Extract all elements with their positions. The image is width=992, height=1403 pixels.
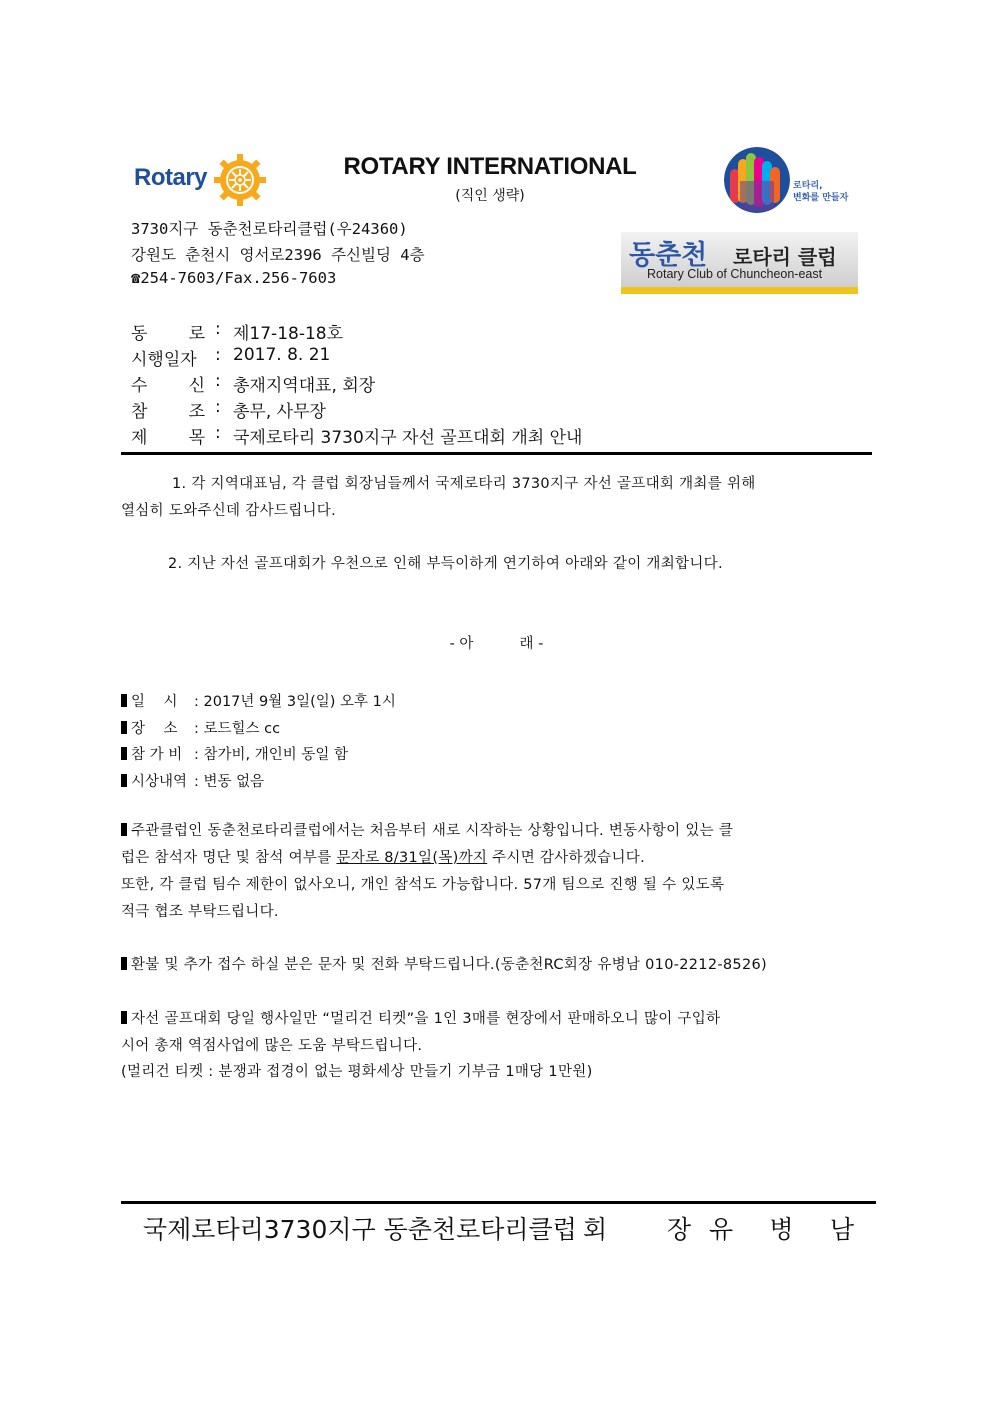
rotary-logo-text: Rotary	[134, 164, 208, 191]
bullet-square-icon	[121, 721, 127, 734]
paragraph-2: 2. 지난 자선 골프대회가 우천으로 인해 부득이하게 연기하여 아래와 같이 개최합니다.	[168, 556, 723, 572]
club-banner-english: Rotary Club of Chuncheon-east	[647, 267, 823, 281]
club-banner-korean: 동춘천	[629, 240, 708, 271]
refund-note: 환불 및 추가 접수 하실 분은 문자 및 전화 부탁드립니다.(동춘천RC회장 유병남 010-2212-8526)	[121, 952, 767, 979]
notice-heading: - 아 래 -	[449, 636, 544, 652]
meta-label: 시행일자	[131, 350, 197, 370]
detail-fee: 참 가 비 : 참가비, 개인비 동일 함	[121, 743, 348, 764]
host-note-line-1: 주관클럽인 동춘천로타리클럽에서는 처음부터 새로 시작하는 상황입니다. 변동사항이 있는 클	[121, 818, 733, 845]
signature-line	[121, 1210, 876, 1250]
bullet-square-icon	[121, 1011, 127, 1024]
page-title: ROTARY INTERNATIONAL	[343, 153, 637, 180]
sender-address-line: 강원도 춘천시 영서로2396 주신빌딩 4층	[131, 246, 425, 264]
slogan-logo	[724, 147, 854, 213]
meta-label: 제 목	[131, 428, 205, 448]
club-banner	[621, 232, 858, 294]
ticket-note-line-3: (멀리건 티켓 : 분쟁과 접경이 없는 평화세상 만들기 기부금 1매당 1만원)	[121, 1064, 593, 1080]
bullet-square-icon	[121, 774, 127, 787]
meta-label: 참 조	[131, 402, 205, 422]
host-note-line-2: 럽은 참석자 명단 및 참석 여부를 문자로 8/31일(목)까지 주시면 감사하겠습니다.	[121, 850, 645, 866]
detail-place: 장 소 : 로드힐스 cc	[121, 717, 280, 738]
colorful-people-icon	[724, 147, 790, 213]
host-note-line-3: 또한, 각 클럽 팀수 제한이 없사오니, 개인 참석도 가능합니다. 57개 팀으로 진행 될 수 있도록	[121, 877, 725, 893]
paragraph-1-line-2: 열심히 도와주신데 감사드립니다.	[121, 503, 337, 519]
meta-value: 총무, 사무장	[233, 402, 326, 422]
bullet-square-icon	[121, 823, 127, 836]
detail-awards: 시상내역 : 변동 없음	[121, 770, 264, 791]
meta-label: 수 신	[131, 376, 205, 396]
signature-name: 유 병 남	[709, 1215, 854, 1244]
paragraph-1-line-1: 1. 각 지역대표님, 각 클럽 회장님들께서 국제로타리 3730지구 자선 골프대회 개최를 위해	[172, 476, 756, 492]
meta-value: 총재지역대표, 회장	[233, 376, 376, 396]
meta-value: 2017. 8. 21	[233, 345, 331, 365]
host-note-line-4: 적극 협조 부탁드립니다.	[121, 904, 279, 920]
bullet-square-icon	[121, 957, 127, 970]
signature-title: 회 장	[583, 1215, 691, 1244]
ticket-note-line-2: 시어 총재 역점사업에 많은 도움 부탁드립니다.	[121, 1038, 423, 1054]
club-banner-korean-suffix: 로타리 클럽	[733, 245, 837, 269]
slogan-text: 로타리, 변화를 만들자	[793, 181, 849, 203]
meta-value: 제17-18-18호	[233, 324, 344, 344]
detail-date: 일 시 : 2017년 9월 3일(일) 오후 1시	[121, 690, 396, 711]
seal-omitted-note: (직인 생략)	[455, 188, 525, 204]
rotary-logo	[134, 152, 274, 208]
bullet-square-icon	[121, 747, 127, 760]
ticket-note-line-1: 자선 골프대회 당일 행사일만 “멀리건 티켓”을 1인 3매를 현장에서 판매하오니 많이 구입하	[121, 1006, 720, 1033]
rotary-wheel-icon	[214, 154, 266, 206]
club-banner-stripe	[621, 287, 858, 294]
header-divider	[121, 452, 872, 455]
sender-phone-line: ☎254-7603/Fax.256-7603	[131, 269, 337, 287]
meta-label: 동 로	[131, 324, 205, 344]
footer-divider	[121, 1201, 876, 1204]
deadline-underlined: 문자로 8/31일(목)까지	[336, 850, 488, 866]
sender-club-line: 3730지구 동춘천로타리클럽(우24360)	[131, 220, 408, 238]
bullet-square-icon	[121, 694, 127, 707]
meta-value: 국제로타리 3730지구 자선 골프대회 개최 안내	[233, 428, 583, 448]
signature-organization: 국제로타리3730지구 동춘천로타리클럽	[143, 1215, 577, 1244]
